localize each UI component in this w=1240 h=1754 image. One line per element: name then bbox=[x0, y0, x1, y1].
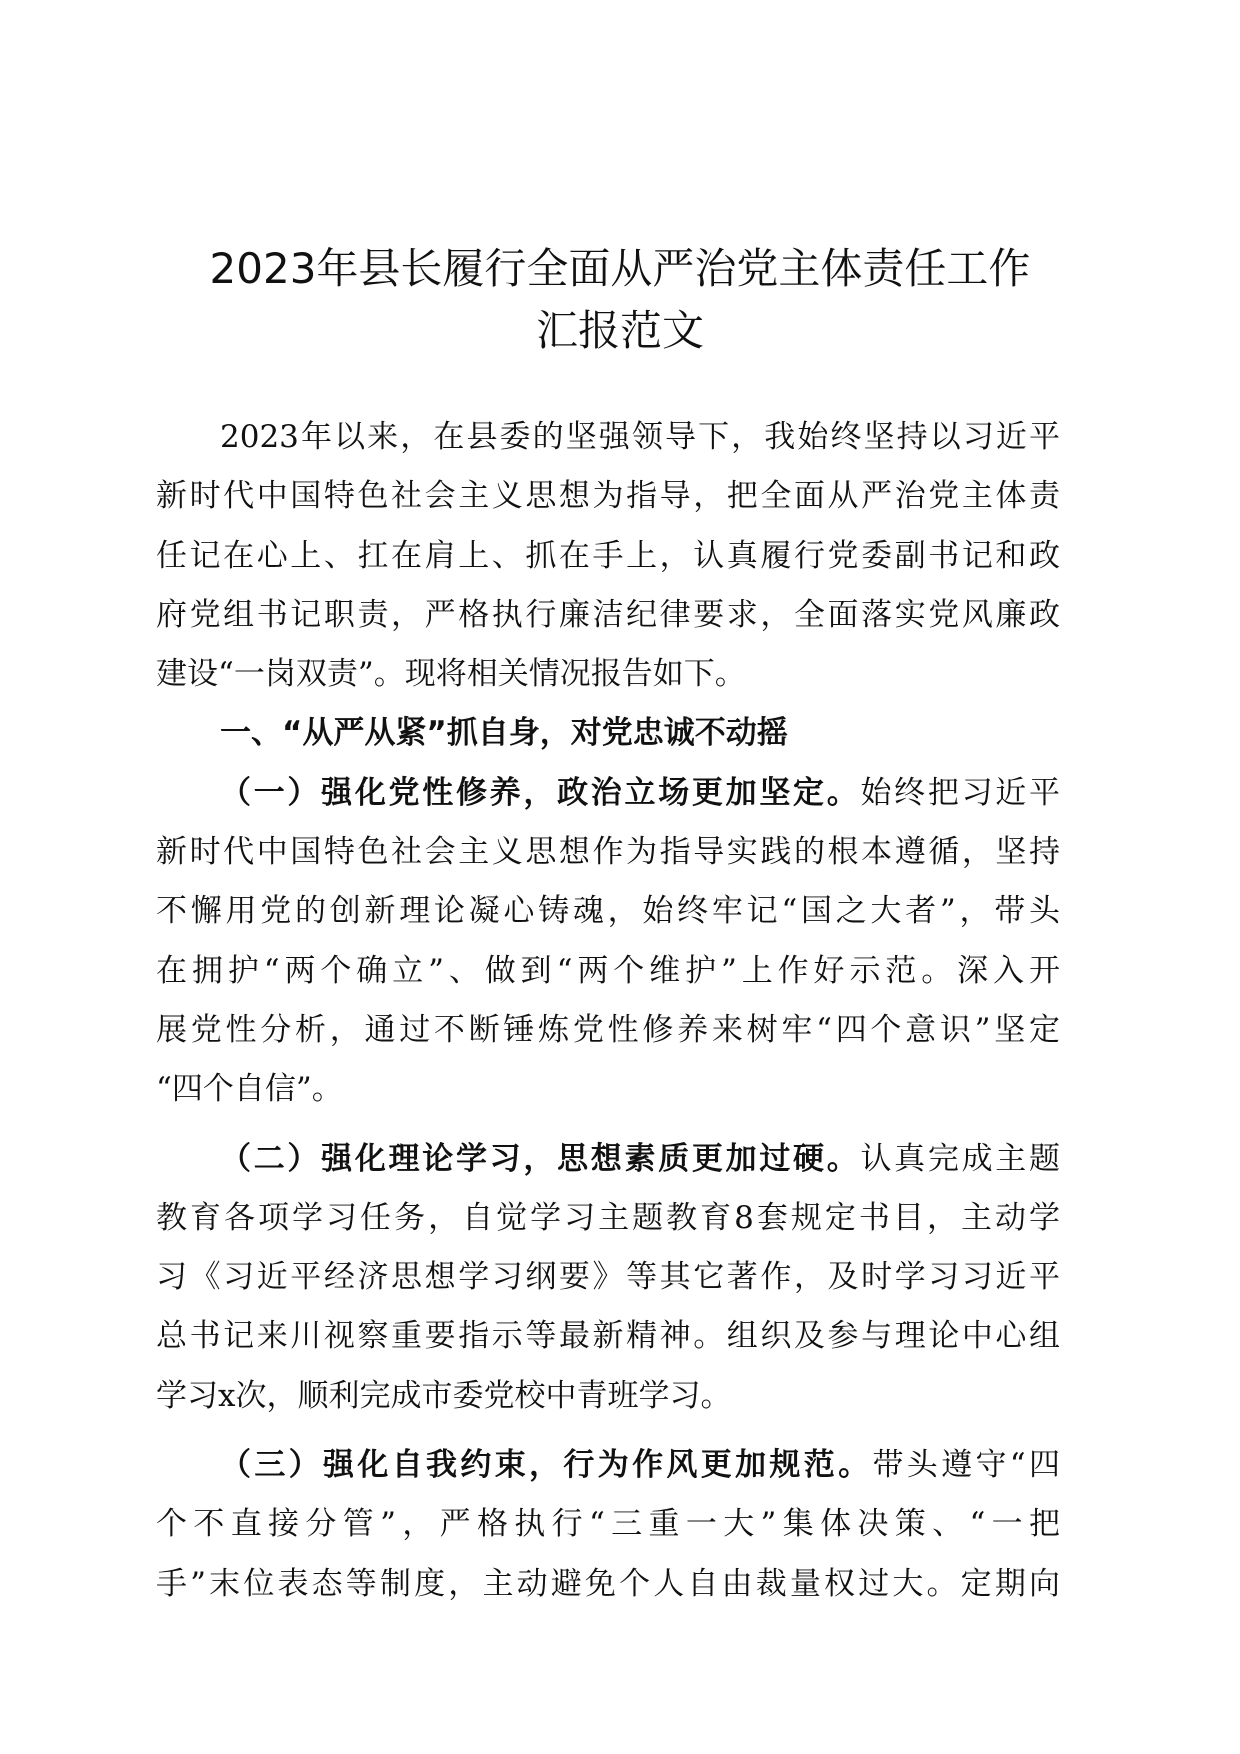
paragraph-line bbox=[156, 1130, 1060, 1189]
paragraph-line: 个不直接分管”，严格执行“三重一大”集体决策、“一把 bbox=[156, 1506, 1060, 1543]
paragraph-line: 任记在心上、扛在肩上、抓在手上，认真履行党委副书记和政 bbox=[156, 537, 1060, 574]
item-lead-rest: 始终把习近平 bbox=[860, 774, 1061, 811]
item-3-paragraph bbox=[156, 1436, 1060, 1614]
paragraph-line: 府党组书记职责，严格执行廉洁纪律要求，全面落实党风廉政 bbox=[156, 596, 1060, 633]
item-2-paragraph bbox=[156, 1130, 1060, 1426]
document-body bbox=[156, 408, 1060, 1614]
paragraph-line: 手”末位表态等制度，主动避免个人自由裁量权过大。定期向 bbox=[156, 1565, 1060, 1602]
item-lead: （一）强化党性修养，政治立场更加坚定。 bbox=[220, 774, 861, 811]
paragraph-line: 2023年以来，在县委的坚强领导下，我始终坚持以习近平 bbox=[220, 419, 1060, 455]
intro-paragraph bbox=[156, 408, 1060, 704]
section-heading-1 bbox=[156, 704, 1060, 763]
paragraph-line: “四个自信”。 bbox=[156, 1071, 343, 1108]
title-line-2: 汇报范文 bbox=[535, 306, 704, 355]
paragraph-line: 新时代中国特色社会主义思想为指导，把全面从严治党主体责 bbox=[156, 478, 1060, 515]
paragraph-line: 习《习近平经济思想学习纲要》等其它著作，及时学习习近平 bbox=[156, 1259, 1060, 1296]
item-lead: （三）强化自我约束，行为作风更加规范。 bbox=[220, 1447, 873, 1484]
paragraph-line: 新时代中国特色社会主义思想作为指导实践的根本遵循，坚持 bbox=[156, 834, 1060, 871]
paragraph-line: 展党性分析，通过不断锤炼党性修养来树牢“四个意识”坚定 bbox=[156, 1011, 1060, 1048]
paragraph-line: 总书记来川视察重要指示等最新精神。组织及参与理论中心组 bbox=[156, 1318, 1060, 1355]
paragraph-line: 建设“一岗双责”。现将相关情况报告如下。 bbox=[156, 656, 746, 693]
item-1-paragraph bbox=[156, 764, 1060, 1120]
title-line-1: 2023年县长履行全面从严治党主体责任工作 bbox=[209, 244, 1031, 293]
paragraph-spacer bbox=[156, 1120, 1060, 1130]
paragraph-line: 学习x次，顺利完成市委党校中青班学习。 bbox=[156, 1377, 732, 1414]
paragraph-line: 教育各项学习任务，自觉学习主题教育8套规定书目，主动学 bbox=[156, 1199, 1060, 1236]
paragraph-line bbox=[156, 1436, 1060, 1495]
item-lead-rest: 带头遵守“四 bbox=[872, 1447, 1060, 1484]
paragraph-spacer bbox=[156, 1426, 1060, 1436]
item-lead-rest: 认真完成主题 bbox=[860, 1140, 1061, 1177]
paragraph-line bbox=[156, 764, 1060, 823]
item-lead: （二）强化理论学习，思想素质更加过硬。 bbox=[220, 1140, 861, 1177]
paragraph-line: 不懈用党的创新理论凝心铸魂，始终牢记“国之大者”，带头 bbox=[156, 893, 1060, 930]
paragraph-line: 在拥护“两个确立”、做到“两个维护”上作好示范。深入开 bbox=[156, 952, 1060, 989]
section-heading-text: 一、“从严从紧”抓自身，对党忠诚不动摇 bbox=[220, 715, 788, 752]
document-title bbox=[140, 238, 1100, 362]
